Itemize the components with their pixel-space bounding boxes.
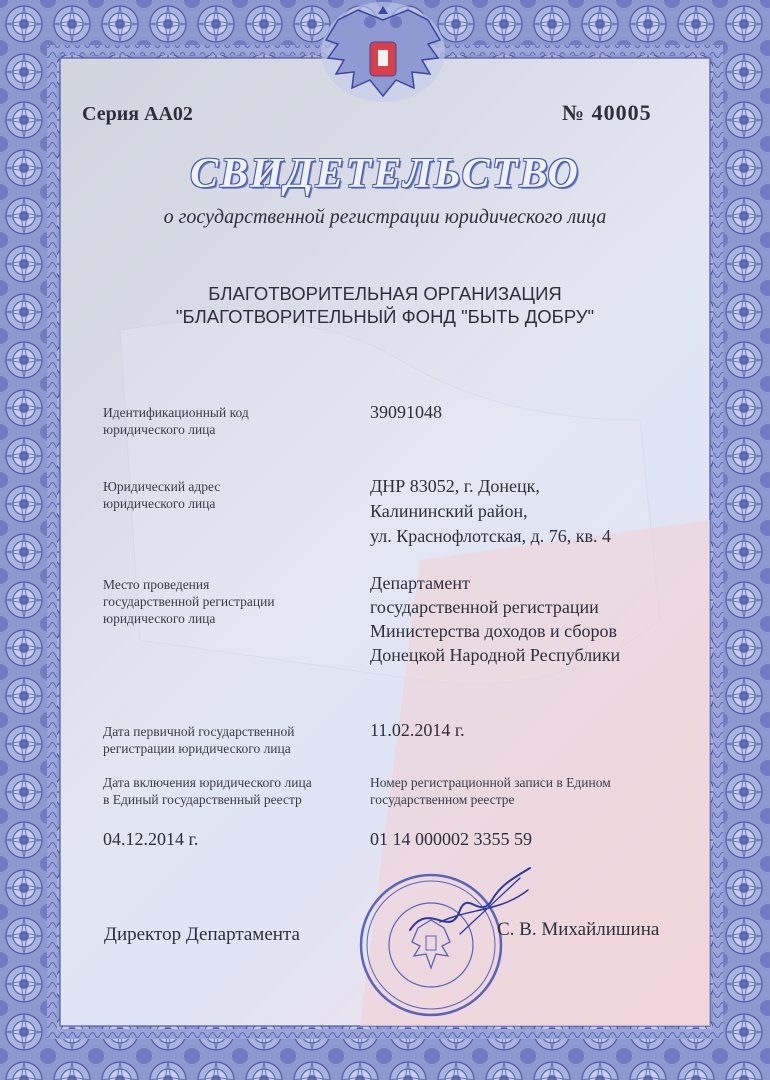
- record-number-label: [370, 774, 611, 808]
- id-code-value: 39091048: [370, 402, 442, 422]
- registration-place-label: [103, 576, 275, 627]
- series-label: Серия АА02: [82, 103, 193, 125]
- registration-place-line-3: Министерства доходов и сборов: [370, 621, 618, 641]
- record-number-value: 01 14 000002 3355 59: [370, 829, 532, 849]
- primary-date-label-line-2: регистрации юридического лица: [103, 741, 291, 756]
- id-code-label-line-1: Идентификационный код: [103, 405, 249, 420]
- id-code-label: [103, 404, 249, 438]
- address-value: [370, 474, 611, 549]
- registration-place-label-line-2: государственной регистрации: [103, 594, 275, 609]
- organization-name: [110, 282, 660, 328]
- document-subtitle: о государственной регистрации юридического лица: [163, 206, 607, 228]
- register-inclusion-date-label: [103, 774, 312, 808]
- id-code-label-line-2: юридического лица: [103, 422, 216, 437]
- registration-place-line-4: Донецкой Народной Республики: [370, 645, 621, 665]
- register-inclusion-date-value: 04.12.2014 г.: [103, 829, 199, 849]
- address-label-line-2: юридического лица: [103, 496, 216, 511]
- registration-place-label-line-3: юридического лица: [103, 611, 216, 626]
- record-number-label-line-2: государственном реестре: [370, 792, 515, 807]
- address-line-2: Калининский район,: [370, 501, 528, 521]
- address-label-line-1: Юридический адрес: [103, 479, 221, 494]
- primary-registration-date-label: [103, 723, 294, 757]
- organization-name-line-1: БЛАГОТВОРИТЕЛЬНАЯ ОРГАНИЗАЦИЯ: [208, 283, 562, 304]
- address-line-1: ДНР 83052, г. Донецк,: [370, 476, 540, 496]
- certificate-number: № 40005: [562, 100, 652, 125]
- registration-place-value: [370, 571, 620, 667]
- primary-registration-date-value: 11.02.2014 г.: [370, 720, 465, 740]
- inclusion-date-label-line-2: в Единый государственный реестр: [103, 792, 302, 807]
- document-title: СВИДЕТЕЛЬСТВО: [190, 151, 580, 197]
- organization-name-line-2: "БЛАГОТВОРИТЕЛЬНЫЙ ФОНД "БЫТЬ ДОБРУ": [175, 306, 595, 327]
- registration-place-label-line-1: Место проведения: [103, 577, 210, 592]
- registration-place-line-1: Департамент: [370, 573, 470, 593]
- signatory-name: С. В. Михайлишина: [497, 919, 660, 940]
- registration-place-line-2: государственной регистрации: [370, 597, 599, 617]
- address-label: [103, 478, 220, 512]
- primary-date-label-line-1: Дата первичной государственной: [103, 724, 295, 739]
- address-line-3: ул. Краснофлотская, д. 76, кв. 4: [370, 526, 611, 546]
- inclusion-date-label-line-1: Дата включения юридического лица: [103, 775, 312, 790]
- signatory-position: Директор Департамента: [104, 924, 300, 945]
- record-number-label-line-1: Номер регистрационной записи в Едином: [370, 775, 611, 790]
- coat-of-arms-icon: [318, 0, 448, 112]
